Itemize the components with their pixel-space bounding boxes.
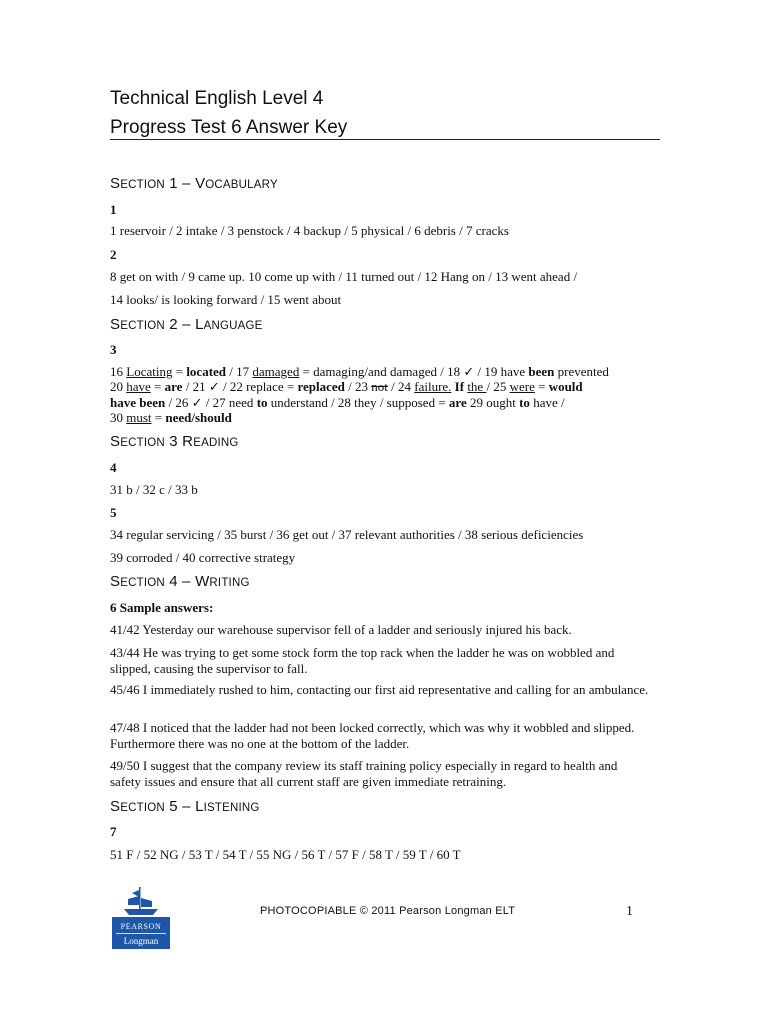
answer-line: 31 b / 32 c / 33 b [110, 482, 198, 497]
checkmark-icon: ✓ [191, 395, 203, 410]
logo-imprint-text: Longman [123, 936, 159, 946]
answer-line: 14 looks/ is looking forward / 15 went about [110, 292, 342, 307]
question-number: 3 [110, 342, 117, 357]
answer-line: 1 reservoir / 2 intake / 3 penstock / 4 backup / 5 physical / 6 debris / 7 cracks [110, 223, 509, 238]
answer-line: 34 regular servicing / 35 burst / 36 get out / 37 relevant authorities / 38 serious deficiencies [110, 527, 584, 542]
answer-line: 16 Locating = located / 17 damaged = damaging/and damaged / 18 ✓ / 19 have been prevented [110, 364, 609, 379]
answer-line: 51 F / 52 NG / 53 T / 54 T / 55 NG / 56 T / 57 F / 58 T / 59 T / 60 T [110, 847, 461, 862]
answer-line: 30 must = need/should [110, 410, 232, 425]
copyright-notice: PHOTOCOPIABLE © 2011 Pearson Longman ELT [260, 905, 516, 917]
checkmark-icon: ✓ [463, 364, 475, 379]
section-1-heading: SECTION 1 – VOCABULARY [110, 175, 278, 192]
answer-line: 39 corroded / 40 corrective strategy [110, 550, 296, 565]
sample-answer: 41/42 Yesterday our warehouse supervisor fell of a ladder and seriously injured his back. [110, 622, 572, 637]
answer-line: 20 have = are / 21 ✓ / 22 replace = replaced / 23 not / 24 failure. If the / 25 were = would [110, 379, 583, 394]
section-3-heading: SECTION 3 READING [110, 433, 239, 450]
question-number: 4 [110, 460, 117, 475]
question-number: 6 Sample answers: [110, 600, 214, 615]
checkmark-icon: ✓ [208, 379, 220, 394]
section-5-heading: SECTION 5 – LISTENING [110, 798, 260, 815]
sample-answer: 43/44 He was trying to get some stock form the top rack when the ladder he was on wobbled and slipped, causing the supervisor to fall. [110, 645, 615, 676]
title-divider [110, 139, 660, 140]
document-title: Technical English Level 4 [110, 88, 324, 109]
document-subtitle: Progress Test 6 Answer Key [110, 117, 348, 138]
logo-brand-text: PEARSON [120, 922, 162, 931]
sample-answer: 49/50 I suggest that the company review its staff training policy especially in regard to health and safety issues and ensure that all current staff are given immediate retraining. [110, 758, 618, 789]
answer-line: have been / 26 ✓ / 27 need to understand / 28 they / supposed = are 29 ought to have / [110, 395, 565, 410]
page-number: 1 [626, 904, 633, 919]
section-4-heading: SECTION 4 – WRITING [110, 573, 250, 590]
question-number: 5 [110, 505, 117, 520]
pearson-longman-logo [112, 885, 170, 949]
answer-line: 8 get on with / 9 came up. 10 come up with / 11 turned out / 12 Hang on / 13 went ahead / [110, 269, 578, 284]
question-number: 7 [110, 824, 117, 839]
sample-answer: 45/46 I immediately rushed to him, contacting our first aid representative and calling for an ambulance. [110, 682, 649, 697]
question-number: 2 [110, 247, 117, 262]
sample-answer: 47/48 I noticed that the ladder had not been locked correctly, which was why it wobbled and slipped. Furthermore there was no one at the bottom of the ladder. [110, 720, 635, 751]
section-2-heading: SECTION 2 – LANGUAGE [110, 316, 263, 333]
question-number: 1 [110, 202, 117, 217]
